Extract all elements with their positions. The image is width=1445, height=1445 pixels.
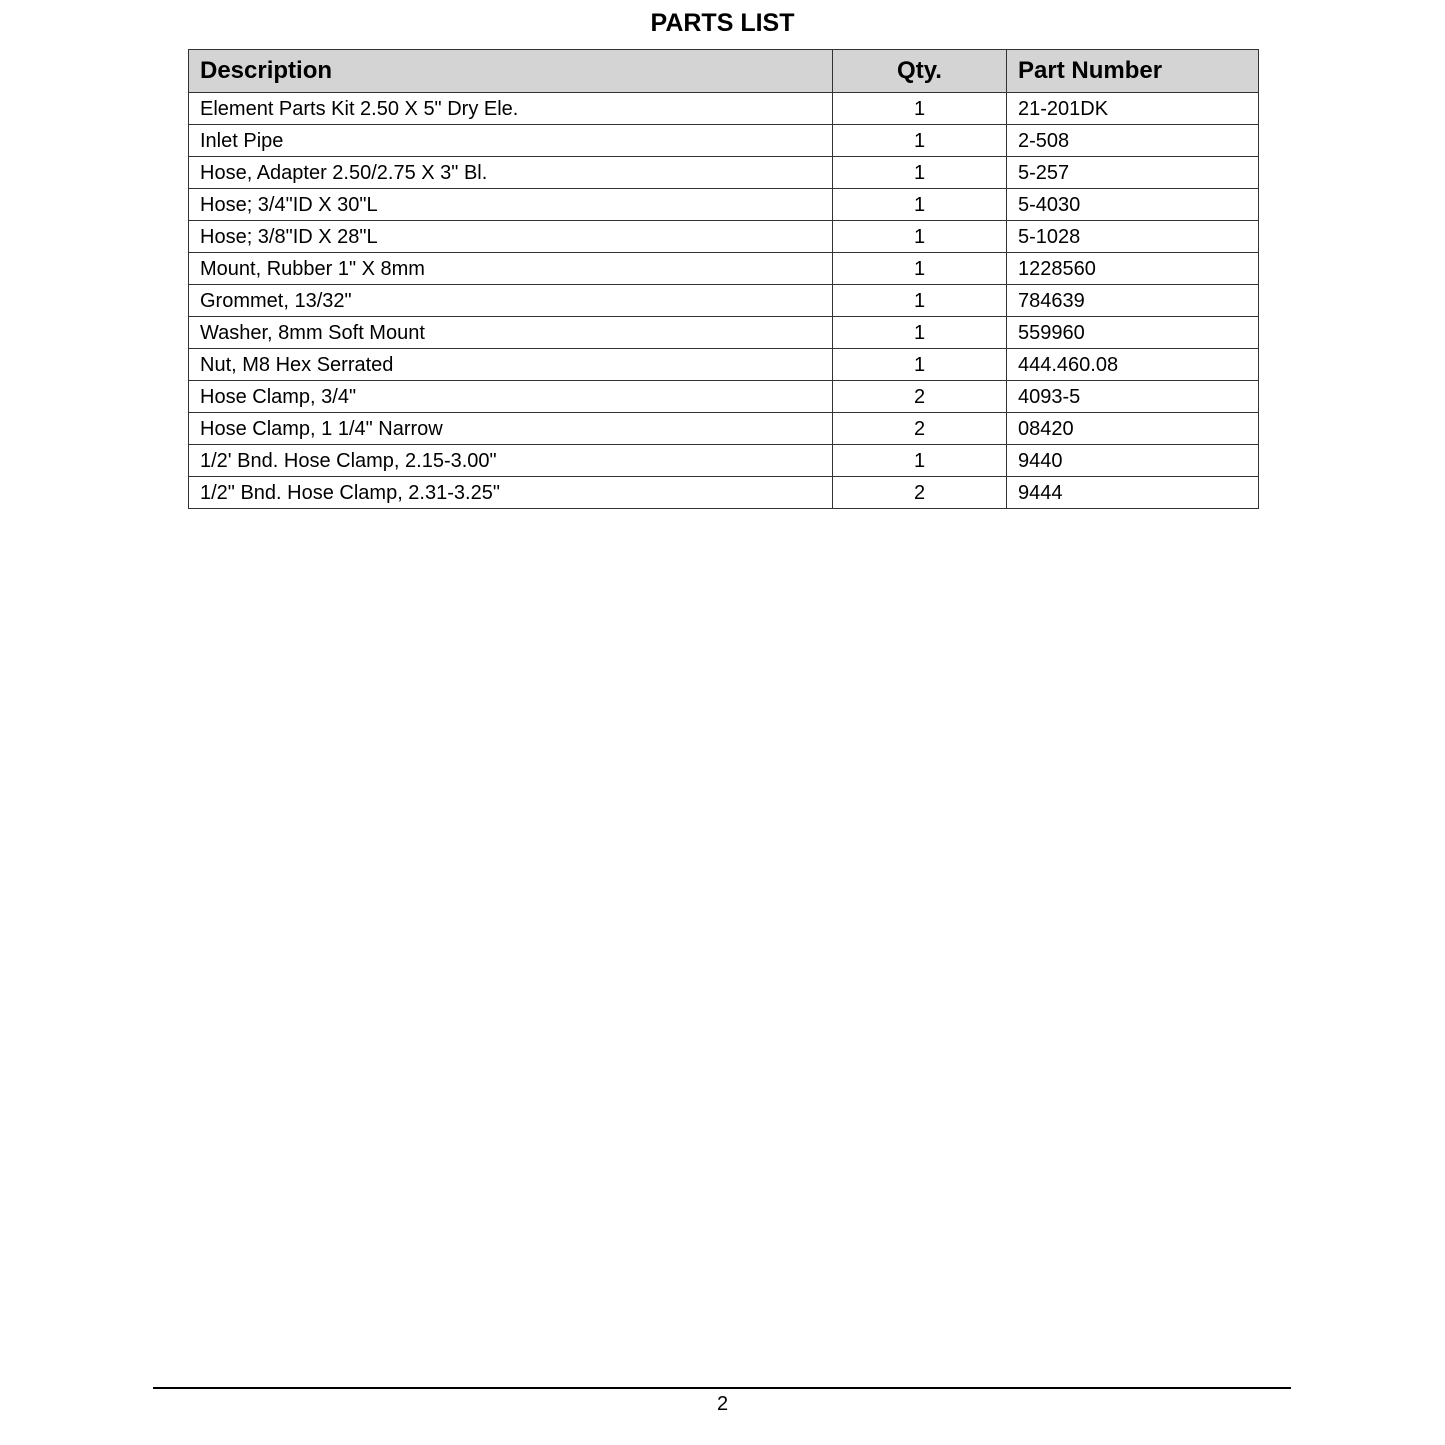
cell-description: Washer, 8mm Soft Mount <box>189 317 833 349</box>
cell-part-number: 5-4030 <box>1007 189 1259 221</box>
cell-description: Hose Clamp, 1 1/4" Narrow <box>189 413 833 445</box>
cell-qty: 1 <box>833 125 1007 157</box>
cell-qty: 1 <box>833 317 1007 349</box>
column-header-part-number: Part Number <box>1007 50 1259 93</box>
table-header-row <box>189 50 1259 93</box>
cell-description: Hose, Adapter 2.50/2.75 X 3" Bl. <box>189 157 833 189</box>
table-row <box>189 349 1259 381</box>
cell-description: Hose; 3/4"ID X 30"L <box>189 189 833 221</box>
cell-qty: 2 <box>833 381 1007 413</box>
cell-qty: 1 <box>833 445 1007 477</box>
cell-part-number: 784639 <box>1007 285 1259 317</box>
page-title: PARTS LIST <box>650 9 795 37</box>
cell-part-number: 1228560 <box>1007 253 1259 285</box>
footer-divider <box>153 1387 1291 1389</box>
cell-part-number: 559960 <box>1007 317 1259 349</box>
table-row <box>189 285 1259 317</box>
cell-part-number: 9444 <box>1007 477 1259 509</box>
table-row <box>189 413 1259 445</box>
table-row <box>189 317 1259 349</box>
cell-description: Mount, Rubber 1" X 8mm <box>189 253 833 285</box>
cell-qty: 1 <box>833 253 1007 285</box>
cell-part-number: 4093-5 <box>1007 381 1259 413</box>
column-header-description: Description <box>189 50 833 93</box>
cell-description: Inlet Pipe <box>189 125 833 157</box>
cell-qty: 1 <box>833 349 1007 381</box>
cell-description: Element Parts Kit 2.50 X 5" Dry Ele. <box>189 93 833 125</box>
cell-qty: 2 <box>833 413 1007 445</box>
cell-description: Grommet, 13/32" <box>189 285 833 317</box>
page-number: 2 <box>716 1393 729 1415</box>
cell-description: Nut, M8 Hex Serrated <box>189 349 833 381</box>
table-row <box>189 189 1259 221</box>
cell-description: 1/2' Bnd. Hose Clamp, 2.15-3.00" <box>189 445 833 477</box>
cell-part-number: 2-508 <box>1007 125 1259 157</box>
cell-qty: 1 <box>833 93 1007 125</box>
table-row <box>189 477 1259 509</box>
table-row <box>189 157 1259 189</box>
cell-part-number: 5-1028 <box>1007 221 1259 253</box>
table-row <box>189 253 1259 285</box>
column-header-qty: Qty. <box>833 50 1007 93</box>
cell-part-number: 5-257 <box>1007 157 1259 189</box>
cell-qty: 2 <box>833 477 1007 509</box>
parts-table <box>188 49 1259 509</box>
cell-part-number: 21-201DK <box>1007 93 1259 125</box>
cell-description: 1/2" Bnd. Hose Clamp, 2.31-3.25" <box>189 477 833 509</box>
table-row <box>189 381 1259 413</box>
cell-description: Hose; 3/8"ID X 28"L <box>189 221 833 253</box>
cell-description: Hose Clamp, 3/4" <box>189 381 833 413</box>
table-row <box>189 125 1259 157</box>
cell-qty: 1 <box>833 221 1007 253</box>
cell-qty: 1 <box>833 285 1007 317</box>
table-row <box>189 221 1259 253</box>
cell-qty: 1 <box>833 189 1007 221</box>
cell-qty: 1 <box>833 157 1007 189</box>
cell-part-number: 444.460.08 <box>1007 349 1259 381</box>
table-row <box>189 445 1259 477</box>
table-row <box>189 93 1259 125</box>
cell-part-number: 9440 <box>1007 445 1259 477</box>
cell-part-number: 08420 <box>1007 413 1259 445</box>
